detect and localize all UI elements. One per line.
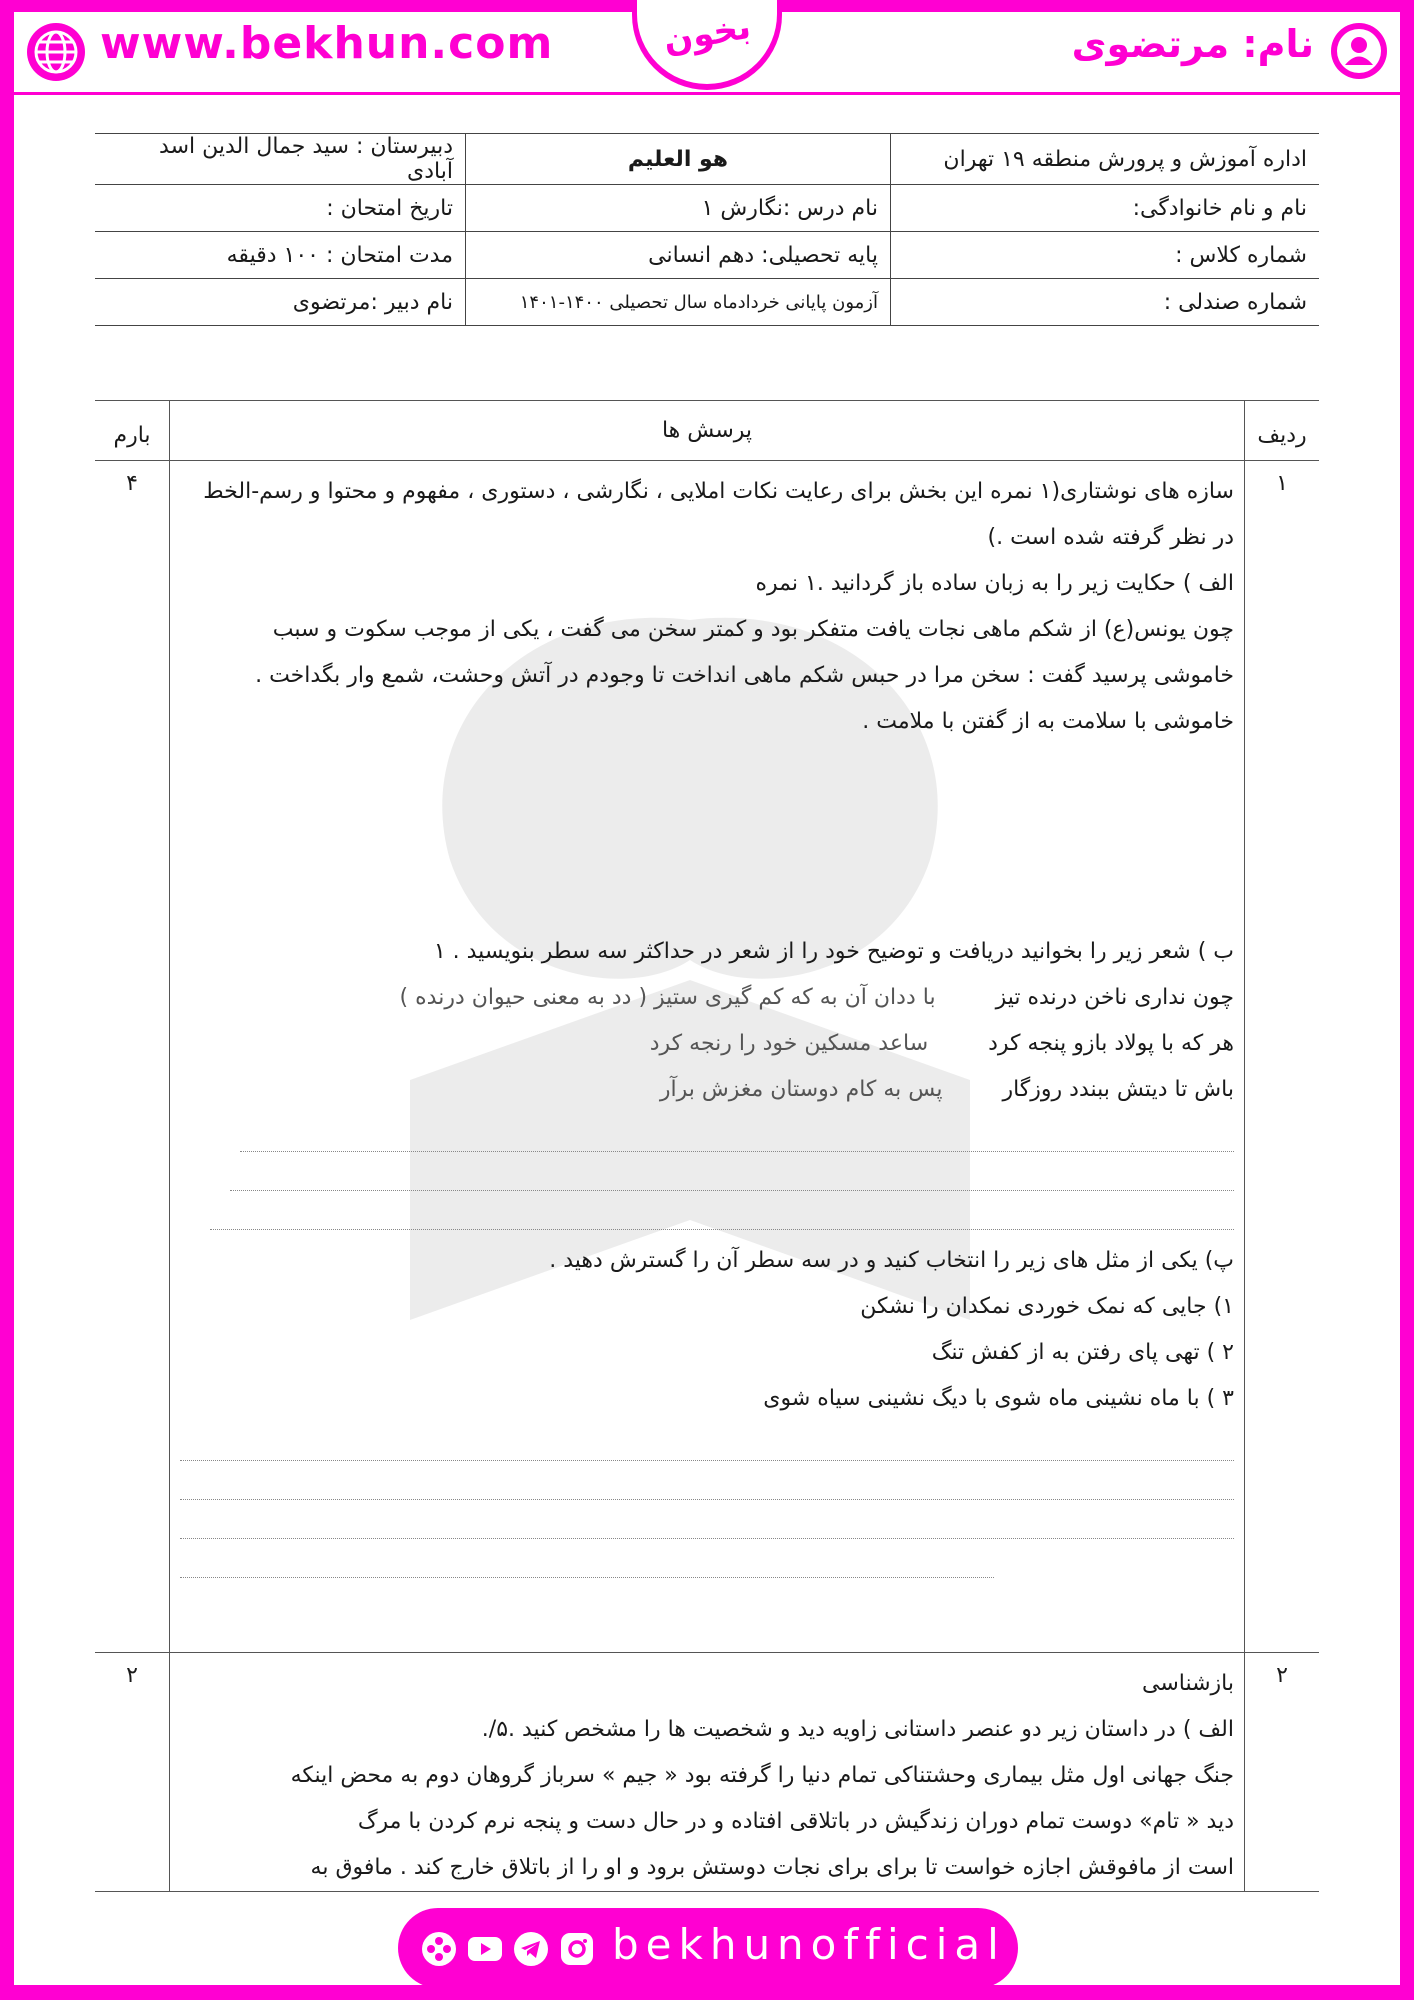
poem-hemistich: پس به کام دوستان مغزش برآر	[659, 1077, 943, 1102]
questions-header-row	[95, 401, 1319, 461]
poem-hemistich: با ددان آن به که کم گیری ستیز ( دد به معنی حیوان درنده )	[399, 985, 936, 1010]
answer-line[interactable]	[180, 1430, 1234, 1461]
question-row-2	[95, 1653, 1319, 1892]
answer-line[interactable]	[240, 1121, 1234, 1152]
school-cell: دبیرستان : سید جمال الدین اسد آبادی	[95, 134, 466, 185]
info-row	[95, 279, 1319, 326]
user-icon	[1328, 20, 1390, 82]
aparat-icon[interactable]	[420, 1930, 458, 1968]
office-cell: اداره آموزش و پرورش منطقه ۱۹ تهران	[891, 134, 1320, 185]
exam-info-table	[95, 133, 1319, 326]
grade-cell: پایه تحصیلی: دهم انسانی	[466, 232, 891, 279]
poem-hemistich: ساعد مسکین خود را رنجه کرد	[649, 1031, 929, 1056]
answer-space	[180, 745, 1234, 929]
question-number: ۲	[1245, 1653, 1320, 1892]
story-text: است از مافوقش اجازه خواست تا برای برای نجات دوستش برود و او را از باتلاق خارج کند . مافوق به	[310, 1855, 1234, 1880]
part-a-text: چون یونس(ع) از شکم ماهی نجات یافت متفکر بود و کمتر سخن می گفت ، یکی از موجب سکوت و سبب	[272, 617, 1234, 642]
bottom-banner	[0, 1985, 1414, 2000]
answer-line[interactable]	[180, 1547, 994, 1578]
social-handle[interactable]: bekhunofficial	[612, 1920, 1006, 1969]
score-column-header: بارم	[95, 401, 170, 461]
info-row	[95, 185, 1319, 232]
poem-line	[180, 975, 1234, 1021]
proverb-option: ۲ ) تهی پای رفتن به از کفش تنگ	[931, 1340, 1234, 1365]
question-body	[170, 1653, 1245, 1892]
answer-line[interactable]	[180, 1469, 1234, 1500]
answer-line[interactable]	[180, 1508, 1234, 1539]
site-url[interactable]: www.bekhun.com	[100, 18, 554, 69]
poem-hemistich: چون نداری ناخن درنده تیز	[995, 985, 1234, 1010]
proverb-option: ۳ ) با ماه نشینی ماه شوی با دیگ نشینی سیاه شوی	[763, 1386, 1234, 1411]
info-row	[95, 232, 1319, 279]
question-body	[170, 461, 1245, 1653]
youtube-icon[interactable]	[466, 1930, 504, 1968]
seat-number-cell: شماره صندلی :	[891, 279, 1320, 326]
part-a-title: الف ) در داستان زیر دو عنصر داستانی زاویه دید و شخصیت ها را مشخص کنید .۵/.	[481, 1717, 1234, 1742]
part-a-title: الف ) حکایت زیر را به زبان ساده باز گردانید .۱ نمره	[755, 571, 1234, 596]
course-cell: نام درس :نگارش ۱	[466, 185, 891, 232]
story-text: جنگ جهانی اول مثل بیماری وحشتناکی تمام دنیا را گرفته بود « جیم » سرباز گروهان دوم به محض اینکه	[290, 1763, 1234, 1788]
motto-cell: هو العلیم	[466, 134, 891, 185]
telegram-icon[interactable]	[512, 1930, 550, 1968]
questions-table	[95, 400, 1319, 1892]
part-b-title: ب ) شعر زیر را بخوانید دریافت و توضیح خود را از شعر در حداکثر سه سطر بنویسید . ۱	[433, 939, 1234, 964]
section-title: بازشناسی	[1142, 1671, 1234, 1696]
answer-line[interactable]	[230, 1160, 1234, 1191]
row-column-header: ردیف	[1245, 401, 1320, 461]
part-a-text: خاموشی با سلامت به از گفتن با ملامت .	[862, 709, 1234, 734]
poem-line	[180, 1067, 1234, 1113]
proverb-option: ۱) جایی که نمک خوردی نمکدان را نشکن	[860, 1294, 1234, 1319]
question-intro: سازه های نوشتاری(۱ نمره این بخش برای رعایت نکات املایی ، نگارشی ، دستوری ، مفهوم و محتوا و رسم-الخط در نظر گرفته شده است .)	[203, 479, 1234, 550]
poem-hemistich: باش تا دیتش ببندد روزگار	[1002, 1077, 1234, 1102]
answer-line[interactable]	[210, 1199, 1234, 1230]
exam-title-cell: آزمون پایانی خردادماه سال تحصیلی ۱۴۰۰-۱۴۰۱	[466, 279, 891, 326]
info-row	[95, 134, 1319, 185]
question-number: ۱	[1245, 461, 1320, 1653]
duration-cell: مدت امتحان : ۱۰۰ دقیقه	[95, 232, 466, 279]
story-text: دید « تام» دوست تمام دوران زندگیش در باتلاقی افتاده و در حال دست و پنجه نرم کردن با مرگ	[357, 1809, 1234, 1834]
exam-date-cell: تاریخ امتحان :	[95, 185, 466, 232]
question-score: ۴	[95, 461, 170, 1653]
poem-line	[180, 1021, 1234, 1067]
class-number-cell: شماره کلاس :	[891, 232, 1320, 279]
teacher-cell: نام دبیر :مرتضوی	[95, 279, 466, 326]
part-a-text: خاموشی پرسید گفت : سخن مرا در حبس شکم ماهی انداخت تا وجودم در آتش وحشت، شمع وار بگداخت .	[255, 663, 1234, 688]
question-score: ۲	[95, 1653, 170, 1892]
part-p-title: پ) یکی از مثل های زیر را انتخاب کنید و در سه سطر آن را گسترش دهید .	[549, 1248, 1234, 1273]
brand-logo: بخون	[660, 6, 754, 62]
question-row-1	[95, 461, 1319, 1653]
globe-icon	[24, 20, 88, 84]
questions-column-header: پرسش ها	[170, 401, 1245, 461]
student-name-cell: نام و نام خانوادگی:	[891, 185, 1320, 232]
student-name-label: نام: مرتضوی	[1071, 22, 1314, 66]
instagram-icon[interactable]	[558, 1930, 596, 1968]
poem-hemistich: هر که با پولاد بازو پنجه کرد	[988, 1031, 1234, 1056]
